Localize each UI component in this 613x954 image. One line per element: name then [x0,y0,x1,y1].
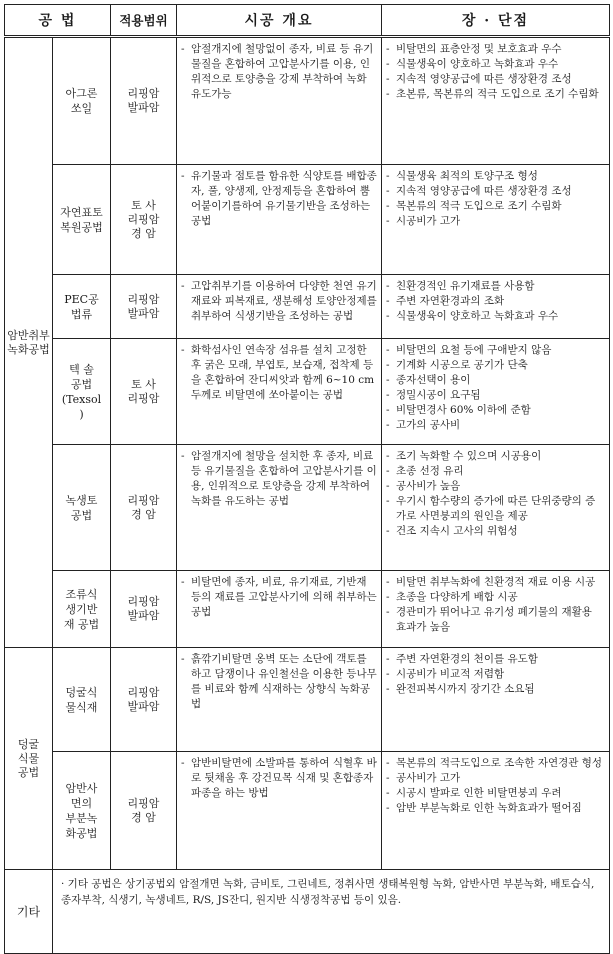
pros-cons-cell [382,165,610,275]
pros-cons-item: - 정밀시공이 요구됨 [386,388,605,403]
table-row [5,648,610,752]
method-cell: PEC공 법류 [53,275,111,339]
table-row [5,339,610,445]
pros-cons-item: - 공사비가 높음 [386,479,605,494]
scope-cell: 리핑암 발파암 [111,648,177,752]
table-row [5,445,610,571]
pros-cons-item: - 공사비가 고가 [386,771,605,786]
methods-table [4,4,610,954]
pros-cons-item: - 시공시 발파로 인한 비탈면붕괴 우려 [386,786,605,801]
category-cell: 덩굴 식물 공법 [5,648,53,870]
method-cell: 암반사 면의 부분녹 화공법 [53,752,111,870]
overview-cell [177,752,382,870]
pros-cons-item: - 주변 자연환경과의 조화 [386,294,605,309]
overview-item: - 암반비탈면에 소발파를 통하여 식혈후 바로 뒷채움 후 강건묘목 식재 및 혼합종자 파종을 하는 방법 [181,756,377,801]
method-cell: 텍 솔 공법 (Texsol ) [53,339,111,445]
scope-cell: 리핑암 경 암 [111,752,177,870]
overview-cell [177,648,382,752]
overview-cell [177,165,382,275]
method-cell: 아그론 쏘일 [53,37,111,165]
pros-cons-cell [382,275,610,339]
scope-cell: 리핑암 발파암 [111,37,177,165]
table-body [5,37,610,954]
table-row [5,37,610,165]
pros-cons-item: - 초종 선정 유리 [386,464,605,479]
overview-cell [177,445,382,571]
overview-item: - 고압취부기를 이용하여 다양한 천연 유기재료와 피복재료, 생분해성 토양안정제를 취부하여 식생기반을 조성하는 공법 [181,279,377,324]
pros-cons-item: - 식물생육이 양호하고 녹화효과 우수 [386,309,605,324]
scope-cell: 리핑암 발파암 [111,275,177,339]
pros-cons-cell [382,752,610,870]
pros-cons-item: - 식물생육 최적의 토양구조 형성 [386,169,605,184]
overview-cell [177,571,382,648]
pros-cons-item: - 조기 녹화할 수 있으며 시공용이 [386,449,605,464]
overview-cell [177,275,382,339]
pros-cons-item: - 주변 자연환경의 천이를 유도함 [386,652,605,667]
pros-cons-item: - 친환경적인 유기재료를 사용함 [386,279,605,294]
method-cell: 덩굴식 물식재 [53,648,111,752]
pros-cons-item: - 비탈면경사 60% 이하에 준함 [386,403,605,418]
table-row [5,752,610,870]
table-row [5,275,610,339]
table-row [5,571,610,648]
overview-item: - 흙깎기비탈면 옹벽 또는 소단에 객토를 하고 담쟁이나 유인철선을 이용한 등나무를 비료와 함께 식재하는 상향식 녹화공법 [181,652,377,712]
header-scope: 적용범위 [111,5,177,37]
pros-cons-item: - 목본류의 적극 도입으로 조기 수림화 [386,199,605,214]
pros-cons-item: - 기계화 시공으로 공기가 단축 [386,358,605,373]
scope-cell: 리핑암 경 암 [111,445,177,571]
pros-cons-item: - 지속적 영양공급에 따른 생장환경 조성 [386,72,605,87]
table-header-row [5,5,610,37]
overview-item: - 화학섬사인 연속장 섬유를 설치 고정한 후 굵은 모래, 부엽토, 보습재, 접착제 등을 혼합하여 잔디씨앗과 함께 6~10 cm두께로 비탈면에 쏘아붙이는 공법 [181,343,377,403]
pros-cons-item: - 우기시 함수량의 증가에 따른 단위중량의 증가로 사면붕괴의 원인을 제공 [386,494,605,524]
method-cell: 자연표토 복원공법 [53,165,111,275]
scope-cell: 토 사 리핑암 경 암 [111,165,177,275]
pros-cons-item: - 초종을 다양하게 배합 시공 [386,590,605,605]
header-method: 공 법 [5,5,111,37]
pros-cons-item: - 종자선택이 용이 [386,373,605,388]
overview-item: - 유기물과 점토를 함유한 식양토를 배합종자, 풀, 양생제, 안정제등을 혼합하여 뿜어붙이기를하여 유기물기반을 조성하는 공법 [181,169,377,229]
overview-cell [177,339,382,445]
overview-item: - 암절개지에 철망없이 종자, 비료 등 유기물질을 혼합하여 고압분사기를 이용, 인위적으로 토양층을 강제 부착하여 녹화 유도가능 [181,42,377,102]
pros-cons-item: - 고가의 공사비 [386,418,605,433]
pros-cons-item: - 비탈면의 요철 등에 구애받지 않음 [386,343,605,358]
pros-cons-item: - 시공비가 고가 [386,214,605,229]
pros-cons-cell [382,339,610,445]
category-cell-other: 기타 [5,870,53,954]
pros-cons-item: - 식물생육이 양호하고 녹화효과 우수 [386,57,605,72]
pros-cons-item: - 완전피복시까지 장기간 소요됨 [386,682,605,697]
overview-cell [177,37,382,165]
pros-cons-item: - 건조 지속시 고사의 위험성 [386,524,605,539]
overview-item: - 비탈면에 종자, 비료, 유기재료, 기반재 등의 재료를 고압분사기에 의해 취부하는 공법 [181,575,377,620]
pros-cons-item: - 비탈면의 표층안정 및 보호효과 우수 [386,42,605,57]
pros-cons-item: - 목본류의 적극도입으로 조속한 자연경관 형성 [386,756,605,771]
pros-cons-item: - 경관미가 뛰어나고 유기성 폐기물의 재활용 효과가 높음 [386,605,605,635]
scope-cell: 리핑암 발파암 [111,571,177,648]
pros-cons-item: - 비탈면 취부녹화에 친환경적 재료 이용 시공 [386,575,605,590]
pros-cons-cell [382,445,610,571]
table-row [5,165,610,275]
pros-cons-item: - 시공비가 비교적 저렴함 [386,667,605,682]
method-cell: 녹생토 공법 [53,445,111,571]
scope-cell: 토 사 리핑암 [111,339,177,445]
pros-cons-item: - 지속적 영양공급에 따른 생장환경 조성 [386,184,605,199]
category-cell: 암반취부 녹화공법 [5,37,53,648]
pros-cons-cell [382,648,610,752]
overview-item: - 암절개지에 철망을 설치한 후 종자, 비료 등 유기물질을 혼합하여 고압분사기를 이용, 인위적으로 토양층을 강제 부착하여 녹화를 유도하는 공법 [181,449,377,509]
header-overview: 시공 개요 [177,5,382,37]
pros-cons-item: - 암반 부분녹화로 인한 녹화효과가 떨어짐 [386,801,605,816]
pros-cons-item: - 초본류, 목본류의 적극 도입으로 조기 수림화 [386,87,605,102]
header-pros-cons: 장 · 단점 [382,5,610,37]
method-cell: 조류식 생기반 재 공법 [53,571,111,648]
pros-cons-cell [382,571,610,648]
pros-cons-cell [382,37,610,165]
other-methods-text: · 기타 공법은 상기공법외 암절개면 녹화, 금비토, 그린네트, 정취사면 생태복원형 녹화, 암반사면 부분녹화, 배토습식, 종자부착, 식생기, 녹생네트, R/S, JS잔디, 원지반 식생정착공법 등이 있음. [53,870,610,954]
